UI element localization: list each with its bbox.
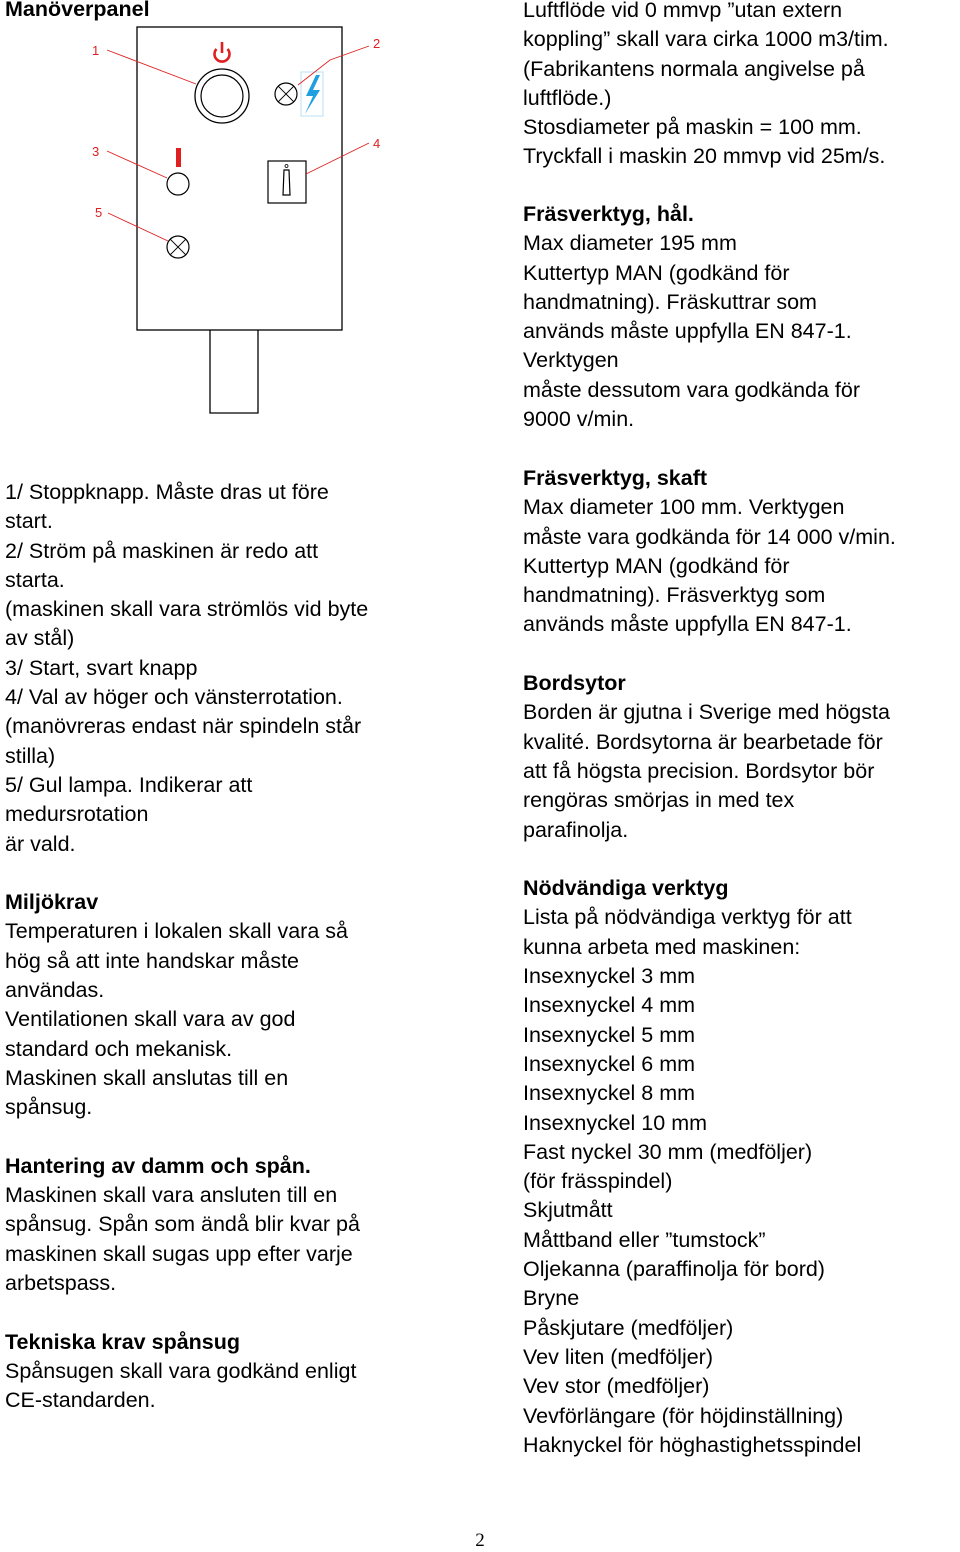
tools-line: Insexnyckel 4 mm [523, 993, 696, 1018]
tool-bore-line: handmatning). Fräskuttrar som [523, 289, 817, 314]
extraction-heading: Tekniska krav spånsug [5, 1329, 241, 1354]
airflow-line: Stosdiameter på maskin = 100 mm. [523, 115, 862, 140]
tool-bore-line: Kuttertyp MAN (godkänd för [523, 260, 790, 285]
tools-line: Oljekanna (paraffinolja för bord) [523, 1257, 825, 1282]
tool-bore-section [523, 200, 860, 434]
legend-line: medursrotation [5, 802, 149, 827]
tool-bore-line: 9000 v/min. [523, 407, 635, 432]
dust-line: Maskinen skall vara ansluten till en [5, 1183, 338, 1208]
tools-line: Påskjutare (medföljer) [523, 1315, 734, 1340]
tools-line: Vev stor (medföljer) [523, 1374, 710, 1399]
tool-bore-line: Verktygen [523, 348, 619, 373]
right-column-lower [523, 464, 896, 1460]
tables-line: rengöras smörjas in med tex [523, 788, 795, 813]
legend-line: av stål) [5, 626, 75, 651]
tables-line: Borden är gjutna i Sverige med högsta [523, 700, 890, 725]
tools-line: Insexnyckel 3 mm [523, 964, 696, 989]
tool-bore-line: måste dessutom vara godkända för [523, 377, 861, 402]
legend-line: 4/ Val av höger och vänsterrotation. [5, 685, 343, 710]
callout-1: 1 [92, 43, 100, 58]
legend-line: 5/ Gul lampa. Indikerar att [5, 772, 253, 797]
environment-heading: Miljökrav [5, 890, 99, 915]
environment-line: spånsug. [5, 1095, 93, 1120]
left-column [5, 478, 368, 1416]
tools-heading: Nödvändiga verktyg [523, 876, 729, 901]
environment-line: Maskinen skall anslutas till en [5, 1065, 289, 1090]
tools-line: Vevförlängare (för höjdinställning) [523, 1403, 844, 1428]
tools-line: Insexnyckel 6 mm [523, 1051, 696, 1076]
dust-heading: Hantering av damm och spån. [5, 1153, 311, 1178]
callout-2: 2 [373, 36, 381, 51]
tools-line: Insexnyckel 5 mm [523, 1022, 696, 1047]
tools-line: Insexnyckel 8 mm [523, 1081, 696, 1106]
legend-line: starta. [5, 567, 65, 592]
legend-line: (maskinen skall vara strömlös vid byte [5, 597, 369, 622]
environment-line: Temperaturen i lokalen skall vara så [5, 919, 348, 944]
environment-line: hög så att inte handskar måste [5, 948, 300, 973]
page-number: 2 [475, 1530, 485, 1551]
tool-bore-heading: Fräsverktyg, hål. [523, 202, 694, 226]
tools-line: Måttband eller ”tumstock” [523, 1227, 766, 1252]
tools-line: Vev liten (medföljer) [523, 1344, 713, 1369]
legend-line: 3/ Start, svart knapp [5, 655, 198, 680]
tools-line: (för frässpindel) [523, 1169, 673, 1194]
tool-bore-line: används måste uppfylla EN 847-1. [523, 319, 852, 344]
legend-line: start. [5, 509, 53, 534]
callout-3: 3 [92, 144, 100, 159]
tool-shank-line: Max diameter 100 mm. Verktygen [523, 495, 845, 520]
start-marker-icon [176, 148, 181, 167]
tools-line: Insexnyckel 10 mm [523, 1110, 708, 1135]
tool-shank-line: måste vara godkända för 14 000 v/min. [523, 524, 896, 549]
environment-line: användas. [5, 978, 105, 1003]
tables-line: att få högsta precision. Bordsytor bör [523, 758, 875, 783]
extraction-line: Spånsugen skall vara godkänd enligt [5, 1358, 357, 1383]
airflow-section [523, 0, 889, 172]
legend-line: 2/ Ström på maskinen är redo att [5, 538, 319, 563]
tables-line: kvalité. Bordsytorna är bearbetade för [523, 729, 883, 754]
tools-line: kunna arbeta med maskinen: [523, 934, 801, 959]
tools-line: Haknyckel för höghastighetsspindel [523, 1432, 862, 1457]
legend-line: stilla) [5, 743, 56, 768]
legend-line: 1/ Stoppknapp. Måste dras ut före [5, 480, 329, 504]
panel-support-arm [210, 330, 258, 413]
tool-shank-line: används måste uppfylla EN 847-1. [523, 612, 852, 637]
airflow-line: Luftflöde vid 0 mmvp ”utan extern [523, 0, 843, 22]
dust-line: maskinen skall sugas upp efter varje [5, 1241, 353, 1266]
airflow-line: koppling” skall vara cirka 1000 m3/tim. [523, 27, 889, 52]
tool-shank-line: Kuttertyp MAN (godkänd för [523, 553, 790, 578]
tool-shank-line: handmatning). Fräsverktyg som [523, 583, 826, 608]
airflow-line: Tryckfall i maskin 20 mmvp vid 25m/s. [523, 144, 886, 169]
extraction-line: CE-standarden. [5, 1388, 156, 1413]
tables-line: parafinolja. [523, 817, 629, 842]
callout-5: 5 [95, 205, 103, 220]
legend-line: (manövreras endast när spindeln står [5, 714, 362, 739]
environment-line: Ventilationen skall vara av god [5, 1007, 296, 1032]
control-panel-diagram [0, 0, 520, 430]
tools-line: Fast nyckel 30 mm (medföljer) [523, 1139, 813, 1164]
tools-line: Bryne [523, 1286, 580, 1311]
tools-line: Lista på nödvändiga verktyg för att [523, 905, 852, 930]
legend-line: är vald. [5, 831, 76, 856]
tables-heading: Bordsytor [523, 671, 626, 696]
airflow-line: luftflöde.) [523, 85, 612, 110]
environment-line: standard och mekanisk. [5, 1036, 233, 1061]
panel-title: Manöverpanel [5, 0, 150, 21]
airflow-line: (Fabrikantens normala angivelse på [523, 56, 865, 81]
dust-line: spånsug. Spån som ändå blir kvar på [5, 1212, 360, 1237]
dust-line: arbetspass. [5, 1271, 117, 1296]
tools-line: Skjutmått [523, 1198, 613, 1223]
tool-shank-heading: Fräsverktyg, skaft [523, 466, 708, 490]
tool-bore-line: Max diameter 195 mm [523, 231, 737, 256]
callout-4: 4 [373, 136, 381, 151]
